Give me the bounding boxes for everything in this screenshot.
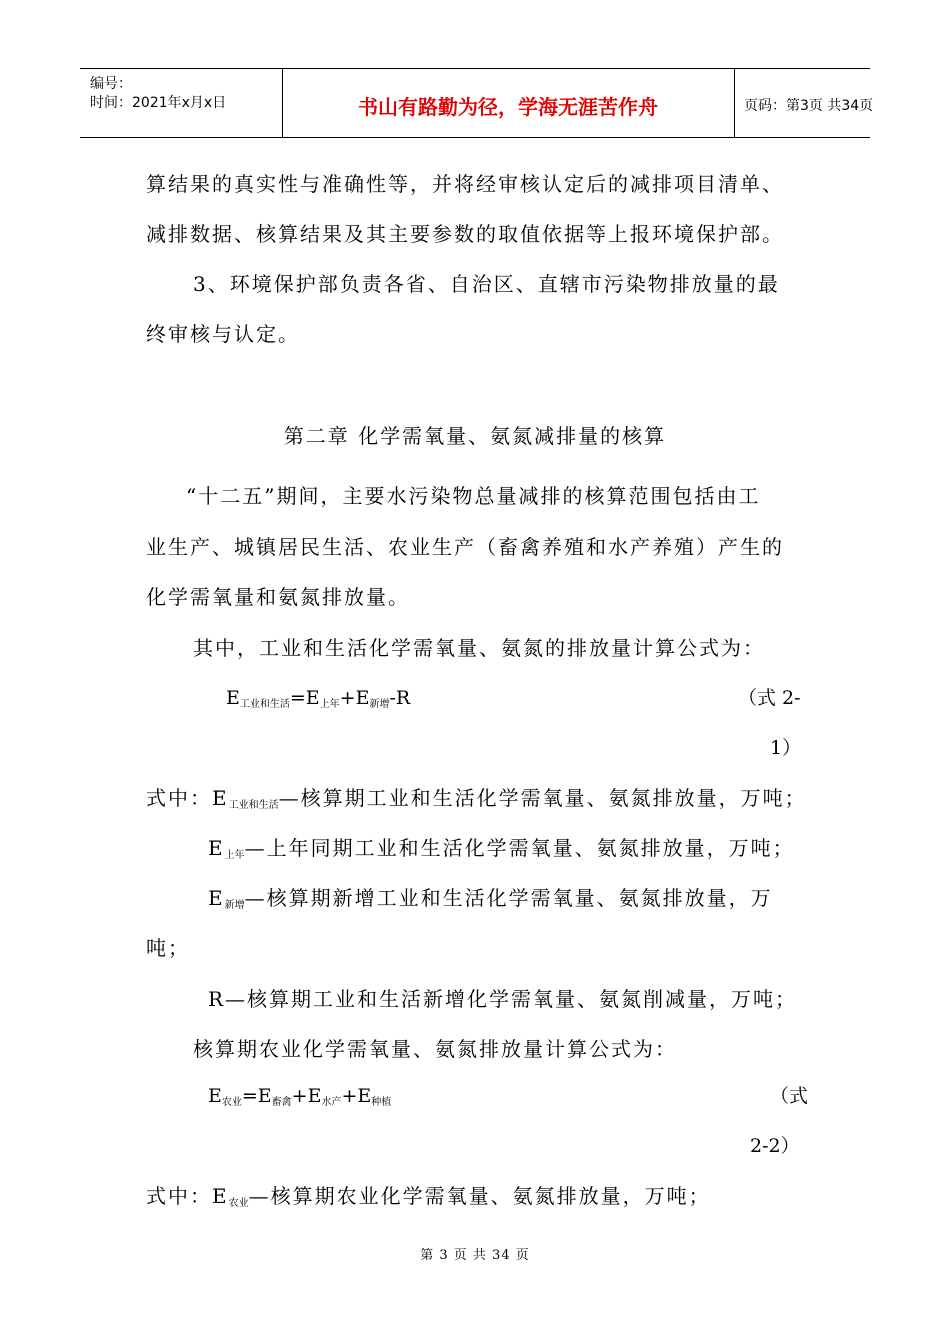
page-footer: 第 3 页 共 34 页 [420,1248,530,1263]
chapter-title: 第二章 化学需氧量、氨氮减排量的核算 [283,424,667,448]
definition-line: E新增—核算期新增工业和生活化学需氧量、氨氮排放量，万 [208,886,773,911]
paragraph-line: 核算期农业化学需氧量、氨氮排放量计算公式为： [193,1037,677,1061]
formula-label: 1） [770,737,802,759]
definition-line: 吨； [146,936,190,960]
header-page-info: 页码：第3页 共34页 [744,98,874,114]
paragraph-line: “十二五”期间，主要水污染物总量减排的核算范围包括由工 [186,484,761,508]
formula-label: （式 [770,1085,809,1107]
formula-2-2: E农业=E畜禽+E水产+E种植 [208,1085,392,1108]
header-motto-cell [282,69,735,137]
formula-label: （式 2- [738,687,801,709]
document-time-label: 时间：2021年x月x日 [90,95,227,111]
paragraph-line: 化学需氧量和氨氮排放量。 [146,585,410,609]
definition-line: E上年—上年同期工业和生活化学需氧量、氨氮排放量，万吨； [208,836,795,861]
header-meta-cell [80,69,283,137]
header-motto: 书山有路勤为径，学海无涯苦作舟 [358,95,658,119]
paragraph-line: 其中，工业和生活化学需氧量、氨氮的排放量计算公式为： [193,636,765,660]
definition-line: 式中：E工业和生活—核算期工业和生活化学需氧量、氨氮排放量，万吨； [146,786,807,811]
formula-label: 2-2） [750,1135,800,1157]
paragraph-line: 业生产、城镇居民生活、农业生产（畜禽养殖和水产养殖）产生的 [146,535,784,559]
paragraph-line: 算结果的真实性与准确性等，并将经审核认定后的减排项目清单、 [146,172,784,196]
header-page-cell [735,69,874,137]
formula-2-1: E工业和生活=E上年+E新增-R [226,687,411,710]
paragraph-line: 终审核与认定。 [146,322,300,346]
paragraph-line: 减排数据、核算结果及其主要参数的取值依据等上报环境保护部。 [146,222,784,246]
paragraph-line: 3、环境保护部负责各省、自治区、直辖市污染物排放量的最 [193,272,780,296]
definition-line: R—核算期工业和生活新增化学需氧量、氨氮削减量，万吨； [208,987,798,1011]
document-number-label: 编号： [90,76,132,92]
definition-line: 式中：E农业—核算期农业化学需氧量、氨氮排放量，万吨； [146,1184,711,1209]
page-header [80,68,874,138]
